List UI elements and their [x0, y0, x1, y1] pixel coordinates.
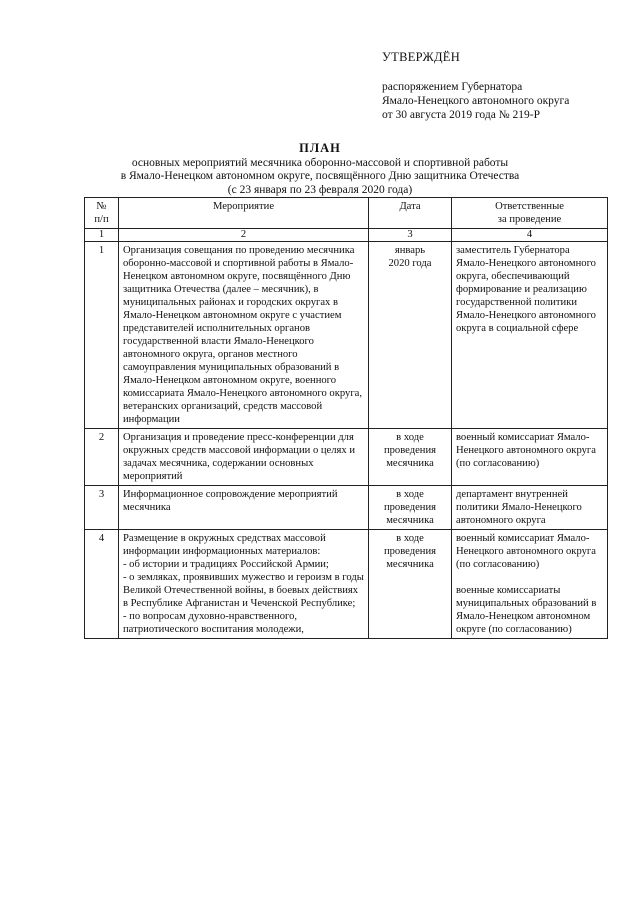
- row-event: Информационное сопровождение мероприятий месячника: [119, 486, 369, 530]
- column-number-row: [85, 229, 608, 242]
- column-number: 4: [452, 229, 608, 242]
- header-responsible-line1: Ответственные: [495, 201, 564, 212]
- row-date-line: в ходе: [396, 432, 424, 443]
- row-date: [369, 242, 452, 429]
- table-row: [85, 242, 608, 429]
- row-date: [369, 486, 452, 530]
- row-responsible: [452, 242, 608, 429]
- plan-subtitle-line: в Ямало-Ненецком автономном округе, посвящённого Дню защитника Отечества: [120, 170, 520, 182]
- row-date-line: в ходе: [396, 533, 424, 544]
- row-date-line: 2020 года: [388, 258, 432, 269]
- row-event-line: - о земляках, проявивших мужество и героизм в годы Великой Отечественной войны, в боевых действиях в Республике Афганистан и Чеченской Республике;: [123, 572, 364, 609]
- approval-line: от 30 августа 2019 года № 219-Р: [382, 109, 541, 121]
- approval-line: распоряжением Губернатора: [382, 81, 523, 93]
- row-responsible-text: военный комиссариат Ямало-Ненецкого автономного округа (по согласованию): [456, 533, 596, 570]
- table-header-row: [85, 198, 608, 229]
- row-date-line: месячника: [386, 515, 434, 526]
- row-event-line: - об истории и традициях Российской Армии;: [123, 559, 329, 570]
- table-row: [85, 429, 608, 486]
- row-event: Организация и проведение пресс-конференции для окружных средств массовой информации о целях и задачах месячника, содержании основных мероприятий: [119, 429, 369, 486]
- plan-subtitle-line: основных мероприятий месячника оборонно-массовой и спортивной работы: [131, 156, 509, 169]
- row-date-line: проведения: [383, 502, 437, 513]
- row-event: Организация совещания по проведению месячника оборонно-массовой и спортивной работы в Ямало-Ненецком автономном округе, посвящённого Дню защитника Отечества (далее – месячник), в муниципальных районах и городских округах в Ямало-Ненецком автономном округе с участием представителей исполнительных органов государственной власти Ямало-Ненецкого автономного округа, органов местного самоуправления муниципальных образований в Ямало-Ненецком автономном округе, военного комиссариата Ямало-Ненецкого автономного округа, ветеранских организаций, средств массовой информации: [119, 242, 369, 429]
- row-responsible: [452, 486, 608, 530]
- header-number: [85, 198, 119, 229]
- row-date: [369, 429, 452, 486]
- plan-table: [84, 197, 608, 639]
- plan-subtitle-line: (с 23 января по 23 февраля 2020 года): [227, 183, 413, 196]
- row-responsible-text: военные комиссариаты муниципальных образований в Ямало-Ненецком автономном округе (по согласованию): [456, 585, 597, 635]
- row-date-line: проведения: [383, 445, 437, 456]
- row-event-line: - по вопросам духовно-нравственного, патриотического воспитания молодежи,: [123, 611, 304, 635]
- table-row: [85, 486, 608, 530]
- row-responsible-text: заместитель Губернатора Ямало-Ненецкого автономного округа, обеспечивающий формирование и реализацию государственной политики Ямало-Ненецкого автономного округа в социальной сфере: [456, 245, 596, 334]
- row-event: [119, 530, 369, 639]
- row-date-line: январь: [394, 245, 426, 256]
- header-responsible: [452, 198, 608, 229]
- approval-block: [382, 50, 612, 122]
- row-responsible: [452, 530, 608, 639]
- column-number: 3: [369, 229, 452, 242]
- column-number: 1: [85, 229, 119, 242]
- plan-title: ПЛАН: [299, 141, 341, 155]
- row-date: [369, 530, 452, 639]
- row-date-line: в ходе: [396, 489, 424, 500]
- row-event-line: Размещение в окружных средствах массовой информации информационных материалов:: [123, 533, 326, 557]
- table-row: [85, 530, 608, 639]
- row-number: 1: [85, 242, 119, 429]
- row-date-line: месячника: [386, 458, 434, 469]
- header-date: Дата: [369, 198, 452, 229]
- row-number: 4: [85, 530, 119, 639]
- row-date-line: проведения: [383, 546, 437, 557]
- header-event: Мероприятие: [119, 198, 369, 229]
- row-responsible-text: департамент внутренней политики Ямало-Ненецкого автономного округа: [456, 489, 582, 526]
- approval-line: Ямало-Ненецкого автономного округа: [382, 95, 570, 107]
- row-responsible: [452, 429, 608, 486]
- approval-title: УТВЕРЖДЁН: [382, 50, 461, 64]
- plan-heading: [80, 142, 560, 197]
- header-number-line2: п/п: [94, 214, 109, 225]
- column-number: 2: [119, 229, 369, 242]
- row-date-line: месячника: [386, 559, 434, 570]
- row-number: 2: [85, 429, 119, 486]
- header-responsible-line2: за проведение: [497, 214, 562, 225]
- row-responsible-text: военный комиссариат Ямало-Ненецкого автономного округа (по согласованию): [456, 432, 596, 469]
- row-number: 3: [85, 486, 119, 530]
- header-number-line1: №: [96, 201, 107, 212]
